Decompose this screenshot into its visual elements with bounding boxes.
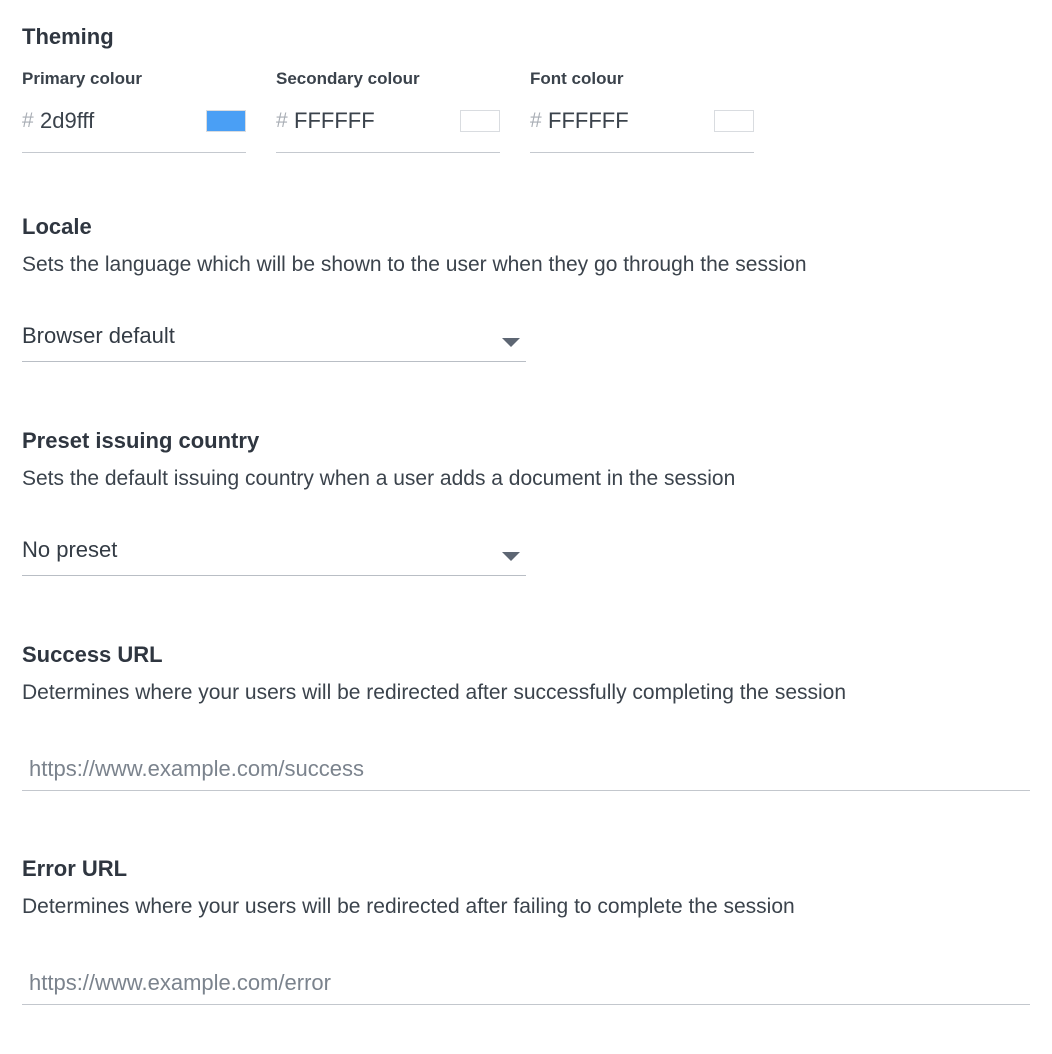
error-url-title: Error URL: [22, 856, 128, 881]
hash-prefix: #: [276, 109, 288, 132]
issuing-country-description: Sets the default issuing country when a user adds a document in the session: [22, 467, 736, 490]
hash-prefix: #: [22, 109, 34, 132]
primary-colour-value[interactable]: 2d9fff: [40, 108, 95, 133]
locale-description: Sets the language which will be shown to the user when they go through the session: [22, 253, 807, 276]
font-colour-value[interactable]: FFFFFF: [548, 108, 629, 133]
issuing-country-select[interactable]: [22, 531, 526, 576]
primary-colour-input[interactable]: [22, 106, 246, 153]
issuing-country-selected-value: No preset: [22, 537, 118, 562]
primary-colour-label: Primary colour: [22, 69, 142, 88]
chevron-down-icon: [502, 552, 520, 561]
hash-prefix: #: [530, 109, 542, 132]
issuing-country-title: Preset issuing country: [22, 428, 260, 453]
secondary-colour-swatch[interactable]: [460, 110, 500, 132]
primary-colour-field: [22, 66, 246, 154]
font-colour-swatch[interactable]: [714, 110, 754, 132]
font-colour-input[interactable]: [530, 106, 754, 153]
error-url-input[interactable]: [22, 961, 1030, 1005]
success-url-title: Success URL: [22, 642, 163, 667]
theming-title: Theming: [22, 24, 114, 49]
chevron-down-icon: [502, 338, 520, 347]
error-url-description: Determines where your users will be redirected after failing to complete the session: [22, 895, 795, 918]
secondary-colour-input[interactable]: [276, 106, 500, 153]
locale-title: Locale: [22, 214, 92, 239]
locale-selected-value: Browser default: [22, 323, 175, 348]
secondary-colour-value[interactable]: FFFFFF: [294, 108, 375, 133]
success-url-input[interactable]: [22, 747, 1030, 791]
secondary-colour-field: [276, 66, 500, 154]
secondary-colour-label: Secondary colour: [276, 69, 420, 88]
font-colour-label: Font colour: [530, 69, 624, 88]
success-url-description: Determines where your users will be redirected after successfully completing the session: [22, 681, 847, 704]
font-colour-field: [530, 66, 754, 154]
primary-colour-swatch[interactable]: [206, 110, 246, 132]
locale-select[interactable]: [22, 317, 526, 362]
